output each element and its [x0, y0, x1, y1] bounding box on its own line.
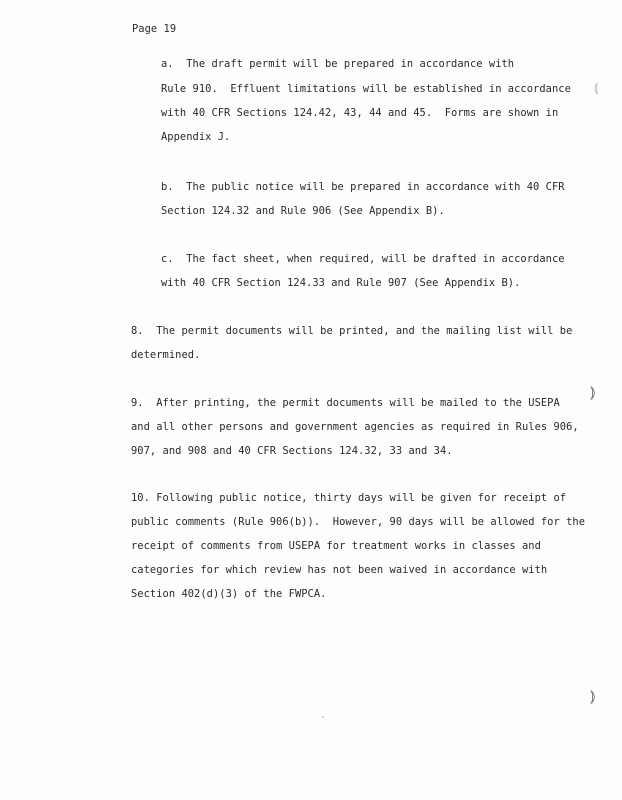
- item-9-line-1: 9. After printing, the permit documents will be mailed to the USEPA: [131, 397, 560, 409]
- item-a-line-1: a. The draft permit will be prepared in accordance with: [161, 58, 515, 70]
- item-a-line-4: Appendix J.: [161, 131, 231, 143]
- binder-hole-mark-top: ⦅: [594, 80, 599, 96]
- item-a-line-3: with 40 CFR Sections 124.42, 43, 44 and 45. Forms are shown in: [161, 107, 559, 119]
- item-8-line-1: 8. The permit documents will be printed, and the mailing list will be: [131, 325, 573, 337]
- item-10-line-4: categories for which review has not been waived in accordance with: [131, 564, 548, 576]
- page-number: Page 19: [132, 23, 177, 35]
- item-c-line-1: c. The fact sheet, when required, will be drafted in accordance: [161, 253, 565, 265]
- item-b-line-2: Section 124.32 and Rule 906 (See Appendix B).: [161, 205, 445, 217]
- binder-hole-mark-middle: ⦆: [590, 382, 596, 401]
- item-10-line-2: public comments (Rule 906(b)). However, 90 days will be allowed for the: [131, 516, 586, 528]
- item-9-line-2: and all other persons and government agencies as required in Rules 906,: [131, 421, 579, 433]
- item-9-line-3: 907, and 908 and 40 CFR Sections 124.32, 33 and 34.: [131, 445, 453, 457]
- binder-hole-mark-bottom: ⦆: [590, 686, 596, 705]
- item-c-line-2: with 40 CFR Section 124.33 and Rule 907 (See Appendix B).: [161, 277, 521, 289]
- item-b-line-1: b. The public notice will be prepared in accordance with 40 CFR: [161, 181, 565, 193]
- item-a-line-2: Rule 910. Effluent limitations will be established in accordance: [161, 83, 571, 95]
- item-10-line-3: receipt of comments from USEPA for treatment works in classes and: [131, 540, 541, 552]
- item-10-line-1: 10. Following public notice, thirty days will be given for receipt of: [131, 492, 567, 504]
- item-10-line-5: Section 402(d)(3) of the FWPCA.: [131, 588, 327, 600]
- item-8-line-2: determined.: [131, 349, 201, 361]
- scan-speck: [322, 716, 324, 718]
